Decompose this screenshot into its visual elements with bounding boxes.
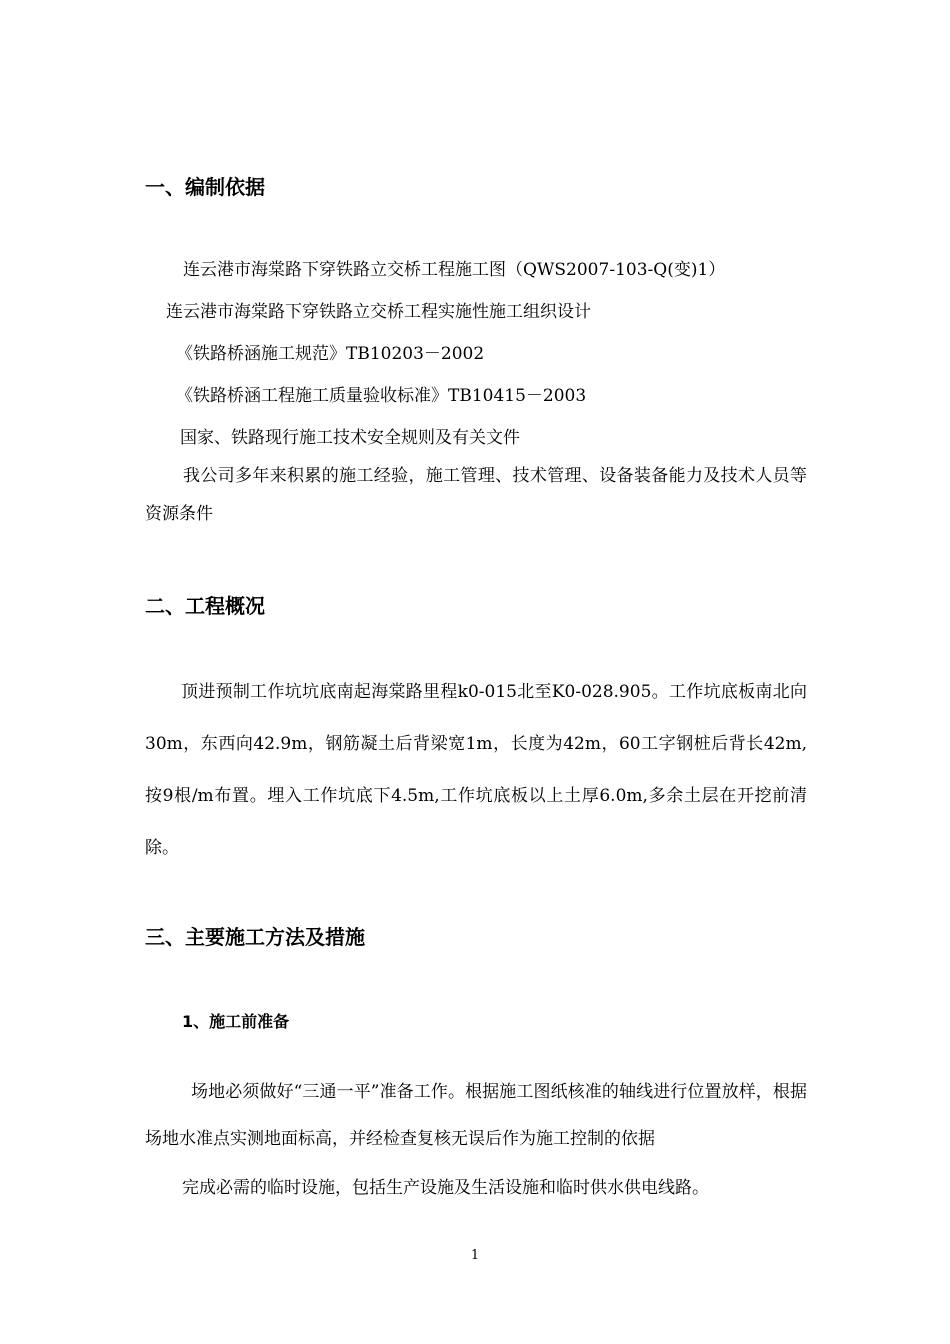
section-heading-basis: 一、编制依据 — [145, 175, 265, 199]
preparation-paragraph: 场地必须做好“三通一平”准备工作。根据施工图纸核准的轴线进行位置放样，根据场地水准点实测地面标高，并经检查复核无误后作为施工控制的依据 — [145, 1082, 807, 1149]
page-number: 1 — [470, 1248, 480, 1263]
basis-item-drawings: 连云港市海棠路下穿铁路立交桥工程施工图（QWS2007-103-Q(变)1） — [183, 260, 726, 280]
section-heading-methods: 三、主要施工方法及措施 — [145, 925, 365, 949]
basis-item-construction-code: 《铁路桥涵施工规范》TB10203－2002 — [176, 344, 485, 364]
section-heading-overview: 二、工程概况 — [145, 594, 265, 618]
basis-item-safety-rules: 国家、铁路现行施工技术安全规则及有关文件 — [180, 428, 520, 448]
preparation-temporary-facilities: 完成必需的临时设施，包括生产设施及生活设施和临时供水供电线路。 — [182, 1178, 709, 1198]
basis-item-acceptance-standard: 《铁路桥涵工程施工质量验收标准》TB10415－2003 — [176, 386, 587, 406]
overview-paragraph: 顶进预制工作坑坑底南起海棠路里程k0-015北至K0-028.905。工作坑底板南北向30m，东西向42.9m，钢筋凝土后背梁宽1m，长度为42m，60工字钢桩后背长42m,按9根/m布置。埋入工作坑底下4.5m,工作坑底板以上土厚6.0m,多余土层在开挖前清除。 — [145, 682, 807, 858]
basis-item-organization-design: 连云港市海棠路下穿铁路立交桥工程实施性施工组织设计 — [166, 302, 591, 322]
basis-item-company-resources: 我公司多年来积累的施工经验，施工管理、技术管理、设备装备能力及技术人员等资源条件 — [145, 466, 807, 524]
subsection-heading-preparation: 1、施工前准备 — [182, 1012, 290, 1031]
